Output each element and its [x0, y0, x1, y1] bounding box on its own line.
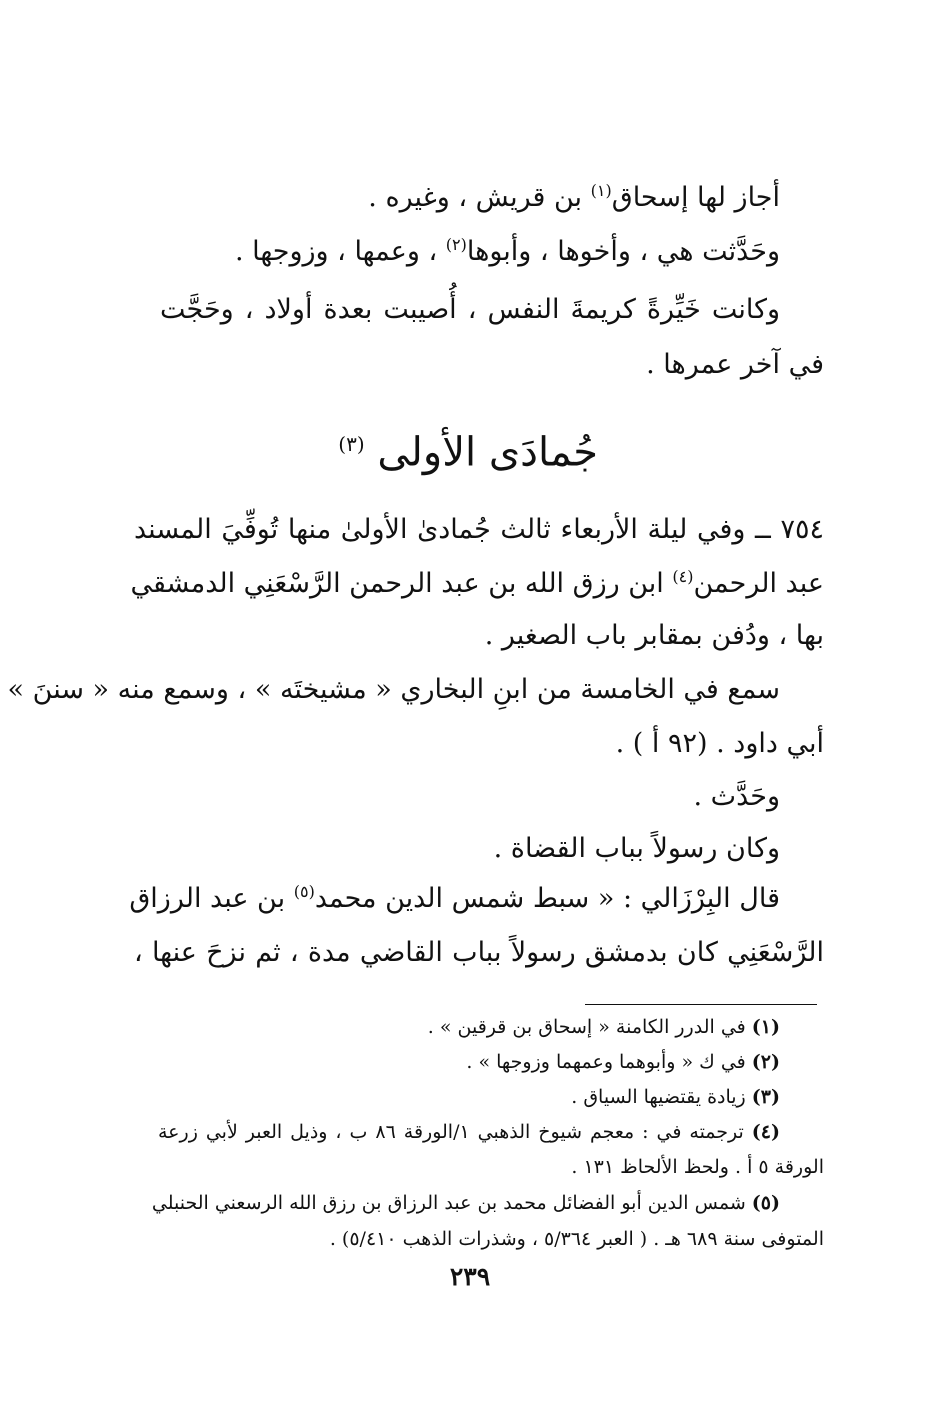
heading-text: جُمادَى الأولى	[377, 429, 598, 476]
text-segment: وكانت خَيِّرةً كريمةَ النفس ، أُصيبت بعدة أولاد ، وحَجَّت	[160, 294, 780, 325]
footnote-text: شمس الدين أبو الفضائل محمد بن عبد الرزاق بن رزق الله الرسعني الحنبلي	[151, 1192, 752, 1214]
body-line-4	[646, 345, 824, 385]
text-segment: أبي داود . (٩٢ أ ) .	[615, 728, 824, 759]
text-segment: ٧٥٤ ــ وفي ليلة الأربعاء ثالث جُمادىٰ الأولىٰ منها تُوفِّيَ المسند	[134, 514, 824, 545]
footnote-2	[466, 1047, 780, 1077]
footnote-5-cont	[330, 1224, 824, 1254]
entry-line-9	[134, 933, 824, 973]
entry-line-8	[129, 879, 780, 919]
footnote-ref: (٥)	[293, 882, 315, 901]
heading-footnote-ref: (٣)	[338, 432, 365, 456]
footnote-ref: (٢)	[445, 235, 467, 254]
text-segment: بن عبد الرزاق	[129, 883, 294, 914]
footnote-divider	[585, 1004, 817, 1005]
footnote-text: في ك « وأبوهما وعمهما وزوجها » .	[466, 1051, 752, 1073]
text-segment: ابن رزق الله بن عبد الرحمن الرَّسْعَنِي الدمشقي	[130, 568, 673, 599]
footnote-1	[428, 1012, 780, 1042]
footnote-4	[158, 1117, 780, 1147]
entry-line-1	[134, 510, 824, 550]
footnote-number: (١)	[751, 1016, 780, 1038]
footnote-ref: (٤)	[672, 567, 694, 586]
text-segment: ، وعمها ، وزوجها .	[234, 236, 446, 267]
text-segment: في آخر عمرها .	[646, 349, 824, 380]
entry-line-5	[616, 724, 824, 764]
body-line-3	[160, 290, 780, 330]
footnote-text: ترجمته في : معجم شيوخ الذهبي ١/الورقة ٨٦ ب ، وذيل العبر لأبي زرعة	[158, 1121, 752, 1143]
footnote-number: (٣)	[751, 1086, 780, 1108]
text-segment: قال البِرْزَالي : « سبط شمس الدين محمد	[314, 883, 780, 914]
page-number: ٢٣٩	[449, 1262, 491, 1291]
body-line-1	[368, 178, 780, 218]
text-segment: الرَّسْعَنِي كان بدمشق رسولاً بباب القاضي مدة ، ثم نزحَ عنها ،	[134, 937, 824, 968]
text-segment: وكان رسولاً بباب القضاة .	[493, 833, 780, 864]
text-segment: سمع في الخامسة من ابنِ البخاري « مشيختَه » ، وسمع منه « سننَ »	[7, 674, 780, 705]
entry-line-7	[494, 829, 780, 869]
footnote-4-cont	[571, 1152, 824, 1182]
entry-line-6	[694, 777, 780, 817]
footnote-ref: (١)	[590, 181, 612, 200]
footnote-5	[151, 1188, 780, 1218]
entry-line-3	[485, 616, 824, 656]
text-segment: أجاز لها إسحاق	[611, 182, 780, 213]
footnote-text: المتوفى سنة ٦٨٩ هـ . ( العبر ٥/٣٦٤ ، وشذرات الذهب ٥/٤١٠) .	[329, 1228, 824, 1250]
text-segment: بن قريش ، وغيره .	[368, 182, 591, 213]
text-segment: وحَدَّث .	[693, 781, 780, 812]
footnote-3	[571, 1082, 780, 1112]
body-line-2	[235, 232, 780, 272]
footnote-number: (٢)	[751, 1051, 780, 1073]
footnote-text: زيادة يقتضيها السياق .	[571, 1086, 752, 1108]
footnote-text: الورقة ٥ أ . ولحظ الألحاظ ١٣١ .	[571, 1156, 824, 1178]
text-segment: وحَدَّثت هي ، وأخوها ، وأبوها	[466, 236, 780, 267]
footnote-number: (٥)	[751, 1192, 780, 1214]
text-segment: بها ، ودُفن بمقابر باب الصغير .	[484, 620, 824, 651]
footnote-text: في الدرر الكامنة « إسحاق بن قرقين » .	[427, 1016, 752, 1038]
footnote-number: (٤)	[751, 1121, 780, 1143]
entry-line-2	[130, 564, 824, 604]
section-heading	[338, 416, 598, 480]
entry-line-4	[7, 670, 780, 710]
text-segment: عبد الرحمن	[693, 568, 824, 599]
